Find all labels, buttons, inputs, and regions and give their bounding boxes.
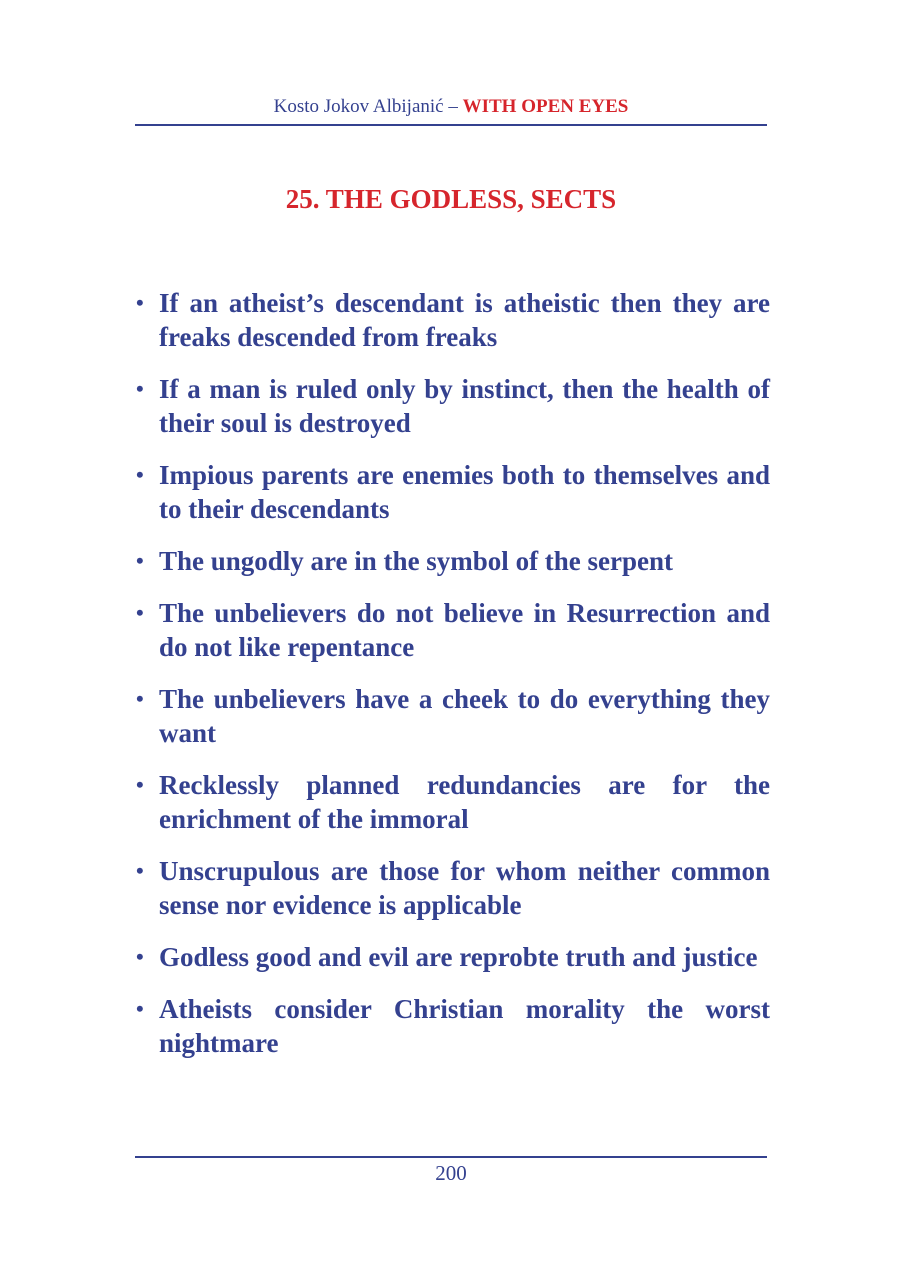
chapter-title: 25. THE GODLESS, SECTS (285, 184, 617, 214)
bullet-icon: • (136, 772, 144, 797)
bullet-icon: • (136, 600, 144, 625)
aphorism-item (132, 682, 770, 750)
header-book-title: WITH OPEN EYES (462, 96, 629, 117)
bullet-icon: • (136, 548, 144, 573)
header-author: Kosto Jokov Albijanić (273, 96, 444, 117)
bullet-icon: • (136, 944, 144, 969)
aphorism-text: The unbelievers have a cheek to do everything they want (159, 684, 770, 748)
bullet-icon: • (136, 376, 144, 401)
aphorism-item (132, 596, 770, 664)
footer-rule (135, 1156, 767, 1158)
header-separator: – (443, 96, 463, 117)
aphorism-item (132, 286, 770, 354)
aphorism-item (132, 992, 770, 1060)
bullet-icon: • (136, 858, 144, 883)
bullet-icon: • (136, 462, 144, 487)
page-number: 200 (435, 1161, 467, 1185)
bullet-icon: • (136, 996, 144, 1021)
aphorism-text: If a man is ruled only by instinct, then the health of their soul is destroyed (159, 374, 770, 438)
aphorism-item (132, 940, 770, 974)
aphorism-text: If an atheist’s descendant is atheistic then they are freaks descended from freaks (159, 288, 770, 352)
aphorism-text: Recklessly planned redundancies are for the enrichment of the immoral (159, 770, 770, 834)
aphorism-text: The ungodly are in the symbol of the serpent (159, 546, 674, 576)
aphorism-text: Unscrupulous are those for whom neither common sense nor evidence is applicable (159, 856, 770, 920)
aphorism-item (132, 372, 770, 440)
aphorism-item (132, 458, 770, 526)
aphorism-item (132, 544, 770, 578)
header-rule (135, 124, 767, 126)
running-header (135, 94, 767, 120)
aphorism-list (132, 286, 770, 1078)
aphorism-text: Atheists consider Christian morality the worst nightmare (159, 994, 770, 1058)
aphorism-text: Impious parents are enemies both to themselves and to their descendants (159, 460, 770, 524)
aphorism-text: Godless good and evil are reprobte truth and justice (159, 942, 758, 972)
aphorism-text: The unbelievers do not believe in Resurrection and do not like repentance (159, 598, 770, 662)
bullet-icon: • (136, 686, 144, 711)
aphorism-item (132, 854, 770, 922)
bullet-icon: • (136, 290, 144, 315)
aphorism-item (132, 768, 770, 836)
